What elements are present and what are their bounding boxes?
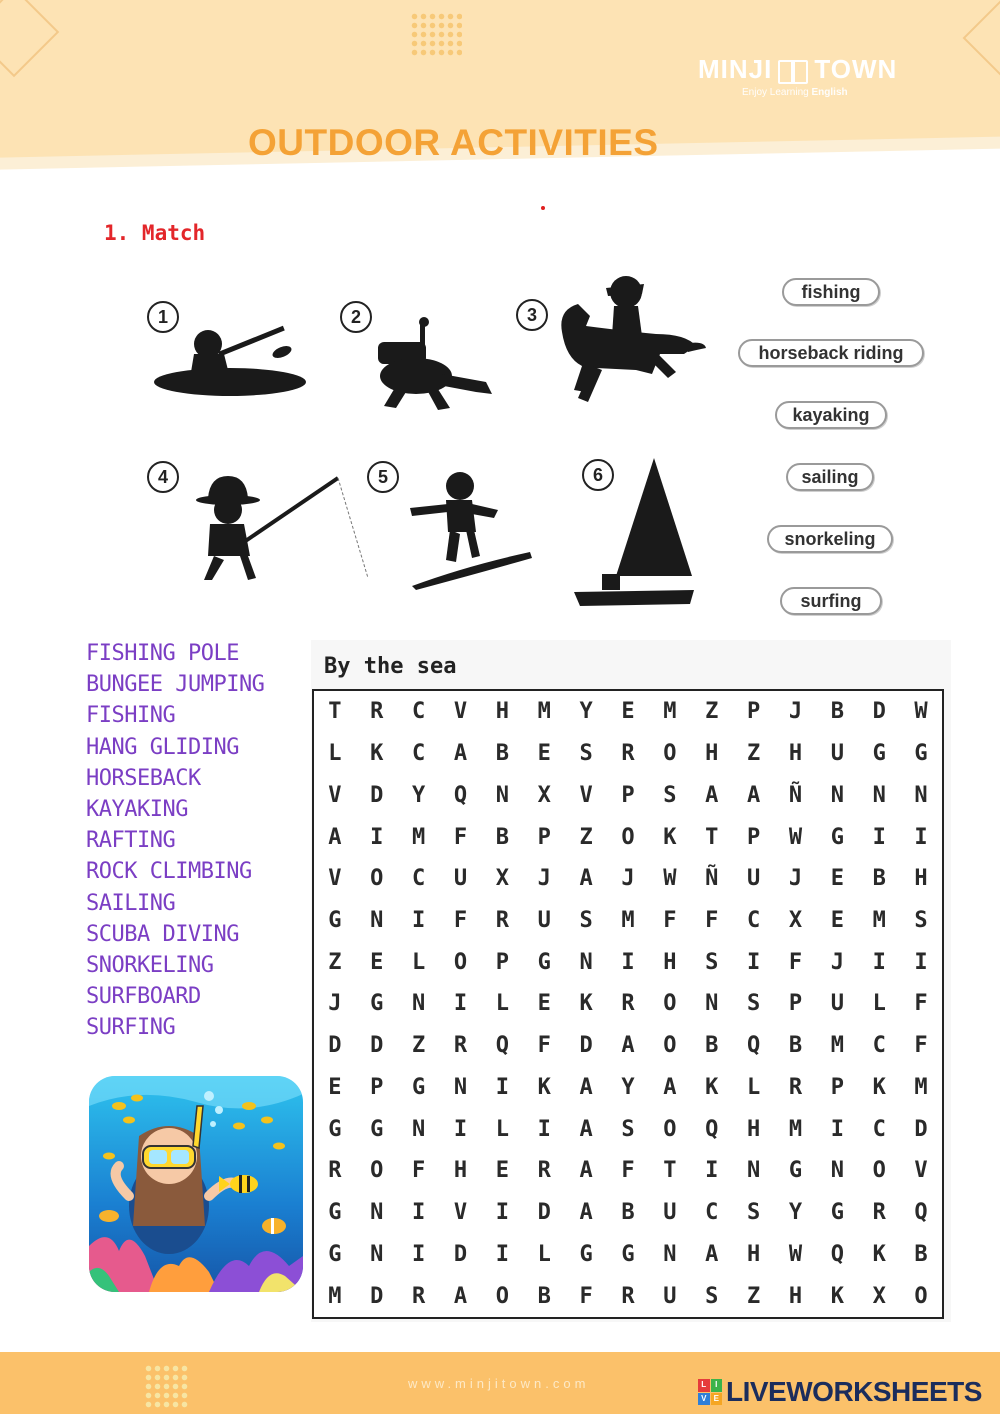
- word-list-item: HANG GLIDING: [86, 734, 239, 760]
- word-search-cell[interactable]: W: [663, 866, 677, 892]
- word-search-cell[interactable]: G: [914, 741, 928, 767]
- word-search-cell[interactable]: D: [453, 1241, 468, 1267]
- word-search-cell[interactable]: Z: [412, 1033, 426, 1059]
- word-search-cell[interactable]: N: [663, 1241, 677, 1267]
- liveworksheets-wordmark: LIVEWORKSHEETS: [726, 1376, 982, 1407]
- word-search-cell[interactable]: A: [453, 741, 468, 767]
- word-search-cell[interactable]: A: [705, 1241, 719, 1267]
- word-search-cell[interactable]: I: [412, 1241, 426, 1267]
- word-search-cell[interactable]: E: [537, 991, 551, 1017]
- number-circle: 2: [340, 301, 372, 333]
- word-search-cell[interactable]: H: [788, 1283, 803, 1309]
- word-search-cell[interactable]: C: [872, 1033, 886, 1059]
- word-search-cell[interactable]: G: [830, 1200, 844, 1226]
- word-search-cell[interactable]: M: [914, 1074, 928, 1100]
- word-search-cell[interactable]: L: [495, 991, 510, 1017]
- brand-logo: [698, 54, 918, 102]
- word-search-cell[interactable]: M: [788, 1116, 803, 1142]
- word-search-cell[interactable]: Q: [746, 1033, 761, 1059]
- word-search-cell[interactable]: K: [663, 824, 677, 850]
- word-search-cell[interactable]: I: [453, 1116, 468, 1142]
- word-search-cell[interactable]: I: [872, 949, 886, 975]
- word-search-cell[interactable]: N: [746, 1158, 761, 1184]
- word-search-cell[interactable]: F: [453, 824, 468, 850]
- word-search-cell[interactable]: Ñ: [788, 782, 803, 808]
- fishing-silhouette-icon: [196, 470, 372, 582]
- word-search-cell[interactable]: C: [872, 1116, 886, 1142]
- word-search-cell[interactable]: Z: [328, 949, 342, 975]
- brand-name-right: TOWN: [814, 54, 898, 84]
- word-search-cell[interactable]: K: [579, 991, 593, 1017]
- word-search-cell[interactable]: K: [830, 1283, 844, 1309]
- word-search-cell[interactable]: X: [537, 782, 551, 808]
- word-search-cell[interactable]: S: [579, 741, 593, 767]
- word-search-cell[interactable]: Z: [579, 824, 593, 850]
- dot-pattern-decoration: [144, 1364, 190, 1410]
- number-circle: 4: [147, 461, 179, 493]
- word-search-cell[interactable]: O: [663, 1033, 677, 1059]
- word-search-cell[interactable]: F: [621, 1158, 635, 1184]
- word-search-cell[interactable]: A: [663, 1074, 677, 1100]
- diamond-decoration: [963, 0, 1000, 80]
- word-search-cell[interactable]: G: [328, 908, 342, 934]
- word-search-cell[interactable]: M: [328, 1283, 342, 1309]
- word-search-cell[interactable]: J: [830, 949, 844, 975]
- word-search-cell[interactable]: L: [495, 1116, 510, 1142]
- liveworksheets-logo: [698, 1376, 982, 1408]
- word-search-cell[interactable]: P: [537, 824, 551, 850]
- word-search-cell[interactable]: T: [663, 1158, 677, 1184]
- word-pill[interactable]: surfing: [780, 587, 882, 615]
- word-search-cell[interactable]: F: [788, 949, 803, 975]
- word-search-cell[interactable]: Y: [412, 782, 426, 808]
- word-search-cell[interactable]: G: [328, 1200, 342, 1226]
- word-search-cell[interactable]: O: [453, 949, 468, 975]
- number-circle: 1: [147, 301, 179, 333]
- word-search-cell[interactable]: J: [788, 699, 803, 725]
- word-search-cell[interactable]: A: [328, 824, 342, 850]
- word-search-cell[interactable]: H: [746, 1241, 761, 1267]
- word-search-cell[interactable]: O: [663, 991, 677, 1017]
- word-search-cell[interactable]: F: [914, 1033, 928, 1059]
- word-search-cell[interactable]: H: [453, 1158, 468, 1184]
- word-search-cell[interactable]: I: [370, 824, 384, 850]
- word-search-cell[interactable]: P: [746, 824, 761, 850]
- word-search-cell[interactable]: X: [872, 1283, 886, 1309]
- word-search-cell[interactable]: F: [412, 1158, 426, 1184]
- word-search-cell[interactable]: R: [788, 1074, 803, 1100]
- word-search-cell[interactable]: E: [621, 699, 635, 725]
- word-search-cell[interactable]: O: [914, 1283, 928, 1309]
- word-list-item: SNORKELING: [86, 952, 214, 978]
- word-search-cell[interactable]: S: [663, 782, 677, 808]
- word-search-cell[interactable]: J: [537, 866, 551, 892]
- red-dot: [541, 206, 545, 210]
- word-search-cell[interactable]: C: [412, 866, 426, 892]
- word-search-cell[interactable]: V: [328, 866, 342, 892]
- word-search-cell[interactable]: E: [328, 1074, 342, 1100]
- word-list-item: BUNGEE JUMPING: [86, 672, 265, 698]
- liveworksheets-badge-icon: L I V E: [698, 1379, 722, 1405]
- word-search-cell[interactable]: L: [537, 1241, 551, 1267]
- word-search-cell[interactable]: I: [914, 949, 928, 975]
- word-search-cell[interactable]: T: [328, 699, 342, 725]
- word-search-cell[interactable]: W: [788, 824, 803, 850]
- sailboat-silhouette-icon: [574, 456, 698, 608]
- word-search-cell[interactable]: I: [453, 991, 468, 1017]
- word-list-item: FISHING POLE: [86, 641, 239, 666]
- section-title-match: 1. Match: [104, 221, 206, 245]
- word-search-cell[interactable]: M: [412, 824, 426, 850]
- word-search-cell[interactable]: H: [705, 741, 719, 767]
- word-search-cell[interactable]: F: [537, 1033, 551, 1059]
- word-search-cell[interactable]: L: [328, 741, 342, 767]
- word-search-cell[interactable]: G: [328, 1116, 342, 1142]
- word-search-cell[interactable]: I: [914, 824, 928, 850]
- word-search-cell[interactable]: D: [537, 1200, 551, 1226]
- word-search-cell[interactable]: U: [663, 1283, 677, 1309]
- word-search-cell[interactable]: S: [705, 949, 719, 975]
- word-search-cell[interactable]: R: [621, 991, 635, 1017]
- word-search-cell[interactable]: C: [705, 1200, 719, 1226]
- word-search-cell[interactable]: B: [495, 741, 510, 767]
- word-pill[interactable]: sailing: [786, 463, 874, 491]
- word-search-cell[interactable]: E: [830, 866, 844, 892]
- word-search-cell[interactable]: V: [328, 782, 342, 808]
- word-search-cell[interactable]: D: [370, 1033, 384, 1059]
- word-search-cell[interactable]: M: [621, 908, 635, 934]
- word-search-cell[interactable]: H: [788, 741, 803, 767]
- word-search-cell[interactable]: G: [370, 1116, 384, 1142]
- word-search-cell[interactable]: E: [830, 908, 844, 934]
- word-search-cell[interactable]: K: [705, 1074, 719, 1100]
- word-search-cell[interactable]: B: [914, 1241, 928, 1267]
- word-list-item: SAILING: [86, 890, 176, 916]
- kayak-silhouette-icon: [150, 322, 310, 402]
- word-search-cell[interactable]: I: [495, 1074, 510, 1100]
- word-search-cell[interactable]: O: [370, 1158, 384, 1184]
- word-search-cell[interactable]: H: [746, 1116, 761, 1142]
- word-search-cell[interactable]: D: [328, 1033, 342, 1059]
- word-list-item: HORSEBACK: [86, 765, 201, 791]
- word-search-cell[interactable]: C: [412, 741, 426, 767]
- word-search-cell[interactable]: F: [579, 1283, 593, 1309]
- word-search-cell[interactable]: N: [370, 1241, 384, 1267]
- word-search-cell[interactable]: Z: [705, 699, 719, 725]
- word-search-cell[interactable]: O: [370, 866, 384, 892]
- word-search-cell[interactable]: G: [328, 1241, 342, 1267]
- dot-pattern-decoration: [410, 12, 462, 58]
- word-search-cell[interactable]: R: [621, 741, 635, 767]
- word-search-cell[interactable]: R: [872, 1200, 886, 1226]
- word-search-cell[interactable]: D: [579, 1033, 593, 1059]
- word-search-cell[interactable]: N: [412, 991, 426, 1017]
- brand-tagline: Enjoy Learning English: [742, 87, 848, 98]
- surfing-silhouette-icon: [406, 470, 534, 592]
- word-search-cell[interactable]: Q: [830, 1241, 844, 1267]
- number-circle: 5: [367, 461, 399, 493]
- word-search-cell[interactable]: P: [788, 991, 803, 1017]
- word-search-cell[interactable]: R: [537, 1158, 551, 1184]
- word-search-cell[interactable]: H: [495, 699, 510, 725]
- word-search-grid[interactable]: [312, 689, 944, 1319]
- word-search-cell[interactable]: P: [370, 1074, 384, 1100]
- word-search-cell[interactable]: F: [453, 908, 468, 934]
- brand-name-left: MINJI: [698, 54, 773, 84]
- word-search-cell[interactable]: Ñ: [705, 866, 719, 892]
- word-search-cell[interactable]: A: [579, 1074, 593, 1100]
- word-search-cell[interactable]: Y: [621, 1074, 635, 1100]
- word-search-cell[interactable]: R: [412, 1283, 426, 1309]
- word-search-cell[interactable]: S: [621, 1116, 635, 1142]
- word-search-cell[interactable]: E: [370, 949, 384, 975]
- word-search-cell[interactable]: T: [705, 824, 719, 850]
- word-search-cell[interactable]: K: [370, 741, 384, 767]
- word-search-cell[interactable]: N: [370, 908, 384, 934]
- word-search-cell[interactable]: B: [537, 1283, 551, 1309]
- word-search-cell[interactable]: F: [705, 908, 719, 934]
- word-search-cell[interactable]: P: [830, 1074, 844, 1100]
- word-search-cell[interactable]: Q: [705, 1116, 719, 1142]
- word-search-cell[interactable]: S: [746, 991, 761, 1017]
- word-search-cell[interactable]: Q: [914, 1200, 928, 1226]
- word-search-cell[interactable]: A: [579, 1158, 593, 1184]
- word-search-cell[interactable]: I: [412, 1200, 426, 1226]
- header-band: [0, 0, 1000, 205]
- word-search-cell[interactable]: G: [788, 1158, 803, 1184]
- word-search-cell[interactable]: M: [872, 908, 886, 934]
- word-search-cell[interactable]: E: [495, 1158, 510, 1184]
- word-search-cell[interactable]: B: [621, 1200, 635, 1226]
- word-search-cell[interactable]: K: [872, 1241, 886, 1267]
- word-pill[interactable]: snorkeling: [767, 525, 893, 553]
- word-search-cell[interactable]: N: [830, 1158, 844, 1184]
- word-search-cell[interactable]: A: [746, 782, 761, 808]
- snorkeling-silhouette-icon: [366, 316, 500, 414]
- word-search-cell[interactable]: S: [746, 1200, 761, 1226]
- word-search-cell[interactable]: R: [621, 1283, 635, 1309]
- word-search-cell[interactable]: D: [914, 1116, 928, 1142]
- word-search-cell[interactable]: I: [412, 908, 426, 934]
- word-search-cell[interactable]: P: [495, 949, 510, 975]
- word-search-cell[interactable]: S: [705, 1283, 719, 1309]
- word-search-cell[interactable]: N: [412, 1116, 426, 1142]
- word-search-cell[interactable]: N: [872, 782, 886, 808]
- word-search-cell[interactable]: G: [872, 741, 886, 767]
- word-search-cell[interactable]: G: [370, 991, 384, 1017]
- word-search-cell[interactable]: U: [830, 741, 844, 767]
- word-search-cell[interactable]: L: [872, 991, 886, 1017]
- word-list-item: SURFBOARD: [86, 984, 201, 1010]
- word-search-cell[interactable]: I: [705, 1158, 719, 1184]
- word-list-item: RAFTING: [86, 828, 176, 854]
- word-search-cell[interactable]: D: [370, 1283, 384, 1309]
- word-search-cell[interactable]: H: [914, 866, 928, 892]
- word-search-cell[interactable]: Y: [788, 1200, 803, 1226]
- word-search-cell[interactable]: G: [537, 949, 551, 975]
- word-search-cell[interactable]: S: [914, 908, 928, 934]
- word-search-cell[interactable]: O: [663, 741, 677, 767]
- snorkeling-girl-illustration: [89, 1076, 303, 1292]
- word-search-cell[interactable]: R: [495, 908, 510, 934]
- word-search-cell[interactable]: J: [328, 991, 342, 1017]
- word-search-cell[interactable]: U: [537, 908, 551, 934]
- word-search-cell[interactable]: I: [495, 1241, 510, 1267]
- footer-url: www.minjitown.com: [408, 1376, 590, 1391]
- word-search-cell[interactable]: O: [495, 1283, 510, 1309]
- word-search-cell[interactable]: V: [453, 1200, 468, 1226]
- word-search-cell[interactable]: D: [872, 699, 886, 725]
- word-list-item: FISHING: [86, 703, 176, 729]
- word-search-cell[interactable]: M: [537, 699, 551, 725]
- word-search-cell[interactable]: I: [746, 949, 761, 975]
- word-search-cell[interactable]: P: [621, 782, 635, 808]
- word-pill[interactable]: horseback riding: [738, 339, 924, 367]
- word-search-cell[interactable]: B: [705, 1033, 719, 1059]
- word-search-cell[interactable]: J: [621, 866, 635, 892]
- word-search-cell[interactable]: A: [579, 1200, 593, 1226]
- word-search-cell[interactable]: I: [537, 1116, 551, 1142]
- page-title: OUTDOOR ACTIVITIES: [248, 122, 659, 163]
- word-search-cell[interactable]: Q: [453, 782, 468, 808]
- word-search-cell[interactable]: R: [328, 1158, 342, 1184]
- word-search-cell[interactable]: U: [830, 991, 844, 1017]
- word-search-cell[interactable]: M: [830, 1033, 844, 1059]
- word-search-cell[interactable]: X: [788, 908, 803, 934]
- word-search-cell[interactable]: Q: [495, 1033, 510, 1059]
- word-search-caption: By the sea: [324, 654, 457, 679]
- word-search-cell[interactable]: H: [663, 949, 677, 975]
- word-search-cell[interactable]: F: [914, 991, 928, 1017]
- book-icon: [778, 58, 808, 82]
- word-list-item: SCUBA DIVING: [86, 921, 239, 947]
- word-search-cell[interactable]: G: [830, 824, 844, 850]
- word-search-cell[interactable]: D: [370, 782, 384, 808]
- word-search-cell[interactable]: I: [830, 1116, 844, 1142]
- word-search-cell[interactable]: O: [872, 1158, 886, 1184]
- word-search-cell[interactable]: C: [412, 699, 426, 725]
- word-search-cell[interactable]: N: [495, 782, 510, 808]
- word-search-cell[interactable]: I: [872, 824, 886, 850]
- word-search-cell[interactable]: A: [579, 866, 593, 892]
- word-search-cell[interactable]: A: [621, 1033, 635, 1059]
- word-search-cell[interactable]: K: [872, 1074, 886, 1100]
- word-pill[interactable]: kayaking: [775, 401, 887, 429]
- word-search-cell[interactable]: N: [914, 782, 928, 808]
- word-search-cell[interactable]: O: [663, 1116, 677, 1142]
- word-search-cell[interactable]: N: [453, 1074, 468, 1100]
- word-search-cell[interactable]: U: [746, 866, 761, 892]
- word-search-cell[interactable]: Z: [746, 741, 761, 767]
- word-search-cell[interactable]: A: [705, 782, 719, 808]
- word-search-cell[interactable]: W: [914, 699, 928, 725]
- word-search-cell[interactable]: I: [621, 949, 635, 975]
- horse-rider-silhouette-icon: [556, 274, 708, 410]
- word-search-cell[interactable]: V: [579, 782, 593, 808]
- word-list-item: SURFING: [86, 1015, 176, 1041]
- word-search-cell[interactable]: B: [830, 699, 844, 725]
- word-list-item: ROCK CLIMBING: [86, 859, 252, 885]
- word-search-cell[interactable]: C: [746, 908, 761, 934]
- number-circle: 6: [582, 459, 614, 491]
- word-search-cell[interactable]: O: [621, 824, 635, 850]
- word-search-cell[interactable]: N: [370, 1200, 384, 1226]
- word-search-cell[interactable]: G: [412, 1074, 426, 1100]
- diamond-decoration: [0, 0, 59, 77]
- word-search-cell[interactable]: B: [495, 824, 510, 850]
- word-search-cell[interactable]: F: [663, 908, 677, 934]
- word-search-cell[interactable]: V: [914, 1158, 928, 1184]
- word-search-cell[interactable]: S: [579, 908, 593, 934]
- word-search-cell[interactable]: R: [453, 1033, 468, 1059]
- word-search-cell[interactable]: N: [705, 991, 719, 1017]
- word-search-cell[interactable]: U: [453, 866, 468, 892]
- word-search-cell[interactable]: K: [537, 1074, 551, 1100]
- word-search-cell[interactable]: U: [663, 1200, 677, 1226]
- word-search-cell[interactable]: G: [579, 1241, 593, 1267]
- word-search-cell[interactable]: J: [788, 866, 803, 892]
- word-search-cell[interactable]: X: [495, 866, 510, 892]
- number-circle: 3: [516, 299, 548, 331]
- word-search-cell[interactable]: L: [412, 949, 426, 975]
- word-search-cell[interactable]: A: [453, 1283, 468, 1309]
- word-search-cell[interactable]: I: [495, 1200, 510, 1226]
- word-search-cell[interactable]: V: [453, 699, 468, 725]
- word-search-cell[interactable]: G: [621, 1241, 635, 1267]
- word-search-cell[interactable]: N: [830, 782, 844, 808]
- word-search-cell[interactable]: B: [788, 1033, 803, 1059]
- word-search-cell[interactable]: A: [579, 1116, 593, 1142]
- word-search-cell[interactable]: Y: [579, 699, 593, 725]
- word-search-cell[interactable]: E: [537, 741, 551, 767]
- word-search-cell[interactable]: W: [788, 1241, 803, 1267]
- word-search-cell[interactable]: N: [579, 949, 593, 975]
- word-search-cell[interactable]: B: [872, 866, 886, 892]
- word-search-cell[interactable]: M: [663, 699, 677, 725]
- word-list: [86, 638, 316, 1043]
- word-pill[interactable]: fishing: [782, 278, 880, 306]
- word-search-cell[interactable]: P: [746, 699, 761, 725]
- word-list-item: KAYAKING: [86, 796, 188, 822]
- word-search-cell[interactable]: R: [370, 699, 384, 725]
- word-search-cell[interactable]: L: [746, 1074, 761, 1100]
- word-search-cell[interactable]: Z: [746, 1283, 761, 1309]
